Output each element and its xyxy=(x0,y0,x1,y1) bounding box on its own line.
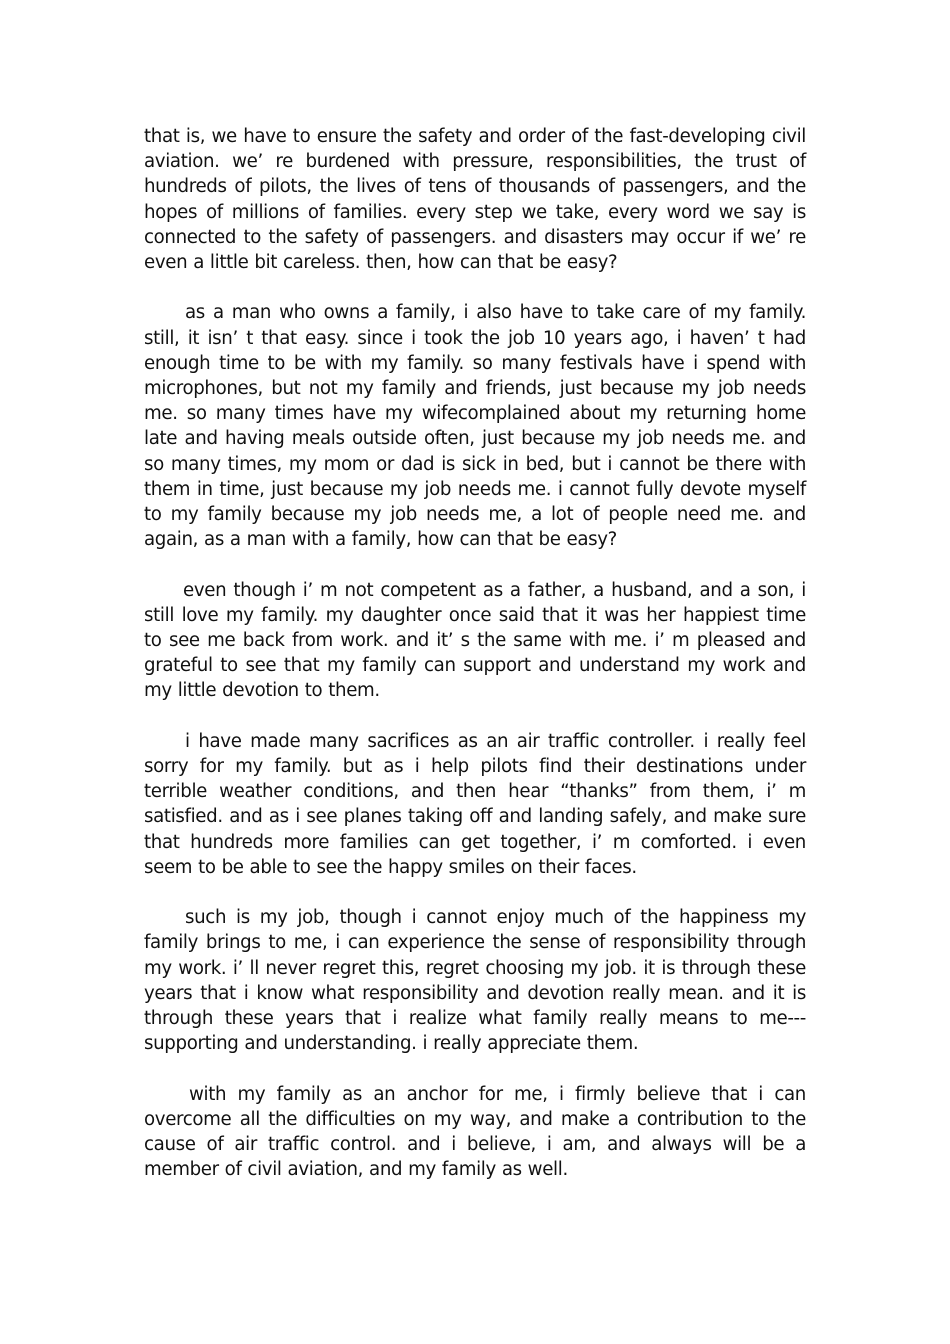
paragraph-6: with my family as an anchor for me, i firmly believe that i can overcome all the difficulties on my way, and make a contribution to the cause of air traffic control. and i believe, i am, and always will be a member of civil aviation, and my family as well. xyxy=(144,1083,806,1181)
paragraph-3: even though i’ m not competent as a father, a husband, and a son, i still love my family. my daughter once said that it was her happiest time to see me back from work. and it’ s the same with me. i’ m pleased and grateful to see that my family can support and understand my work and my little devotion to them. xyxy=(144,579,806,702)
paragraph-5: such is my job, though i cannot enjoy much of the happiness my family brings to me, i can experience the sense of responsibility through my work. i’ ll never regret this, regret choosing my job. it is through these years that i know what responsibility and devotion really mean. and it is through these years that i realize what family really means to me---supporting and understanding. i really appreciate them. xyxy=(144,907,806,1055)
paragraph-1: that is, we have to ensure the safety and order of the fast-developing civil aviation. we’ re burdened with pressure, responsibilities, the trust of hundreds of pilots, the lives of tens of thousands of passengers, and the hopes of millions of families. every step we take, every word we say is connected to the safety of passengers. and disasters may occur if we’ re even a little bit careless. then, how can that be easy? xyxy=(144,126,806,274)
paragraph-4: i have made many sacrifices as an air traffic controller. i really feel sorry for my family. but as i help pilots find their destinations under terrible weather conditions, and then hear “thanks” from them, i’ m satisfied. and as i see planes taking off and landing safely, and make sure that hundreds more families can get together, i’ m comforted. i even seem to be able to see the happy smiles on their faces. xyxy=(144,730,806,878)
paragraph-2: as a man who owns a family, i also have to take care of my family. still, it isn’ t that easy. since i took the job 10 years ago, i haven’ t had enough time to be with my family. so many festivals have i spend with microphones, but not my family and friends, just because my job needs me. so many times have my wifecomplained about my returning home late and having meals outside often, just because my job needs me. and so many times, my mom or dad is sick in bed, but i cannot be there with them in time, just because my job needs me. i cannot fully devote myself to my family because my job needs me, a lot of people need me. and again, as a man with a family, how can that be easy? xyxy=(144,302,806,551)
document-page xyxy=(144,124,806,1182)
